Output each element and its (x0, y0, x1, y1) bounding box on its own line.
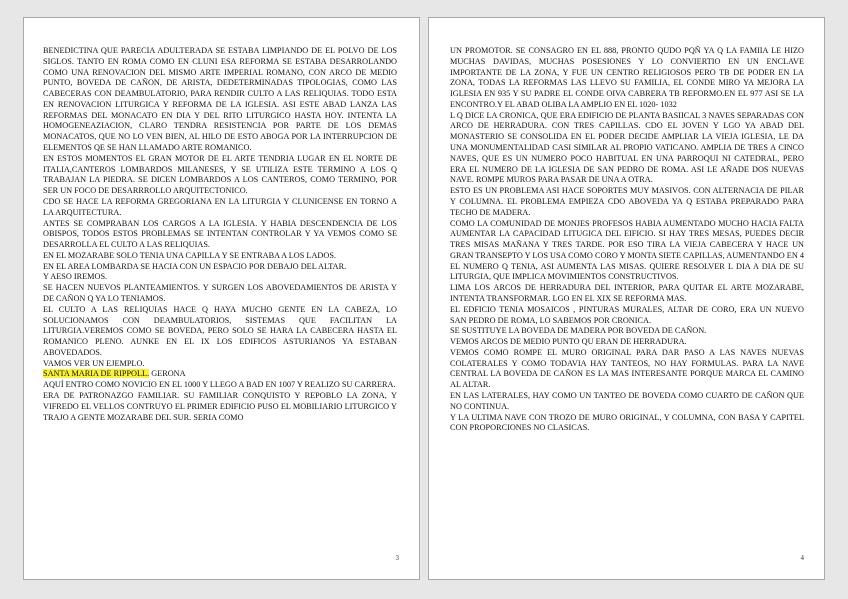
page-3-body (43, 46, 397, 423)
paragraph: EN EL AREA LOMBARDA SE HACIA CON UN ESPACIO POR DEBAJO DEL ALTAR. (43, 261, 347, 271)
paragraph: AQUÍ ENTRO COMO NOVICIO EN EL 1000 Y LLEGO A BAD EN 1007 Y REALIZO SU CARRERA. (43, 380, 396, 390)
paragraph: UN PROMOTOR. SE CONSAGRO EN EL 888, PRONTO QUDO PQÑ YA Q LA FAMIIA LE HIZO MUCHAS DAVIDAS, MUCHAS POSESIONES Y LO CONVIERTIO EN UN ENCLAVE IMPORTANTE DE LA ZONA, Y FUE UN CENTRO RELIGIOSOS PERO TB DE PODER EN LA ZONA, TODAS LA REFORMAS LAS LLEVO SU FAMILIA, EL CONDE MIRO YA MEJORA LA IGLESIA EN 935 Y SU PADRE EL CONDE OIVA CABRERA TB REFORMO.EN EL 977 ASI SE LA ENCONTRO.Y EL ABAD OLIBA LA AMPLIO EN EL 1020- 1032 (450, 46, 804, 109)
paragraph: L Q DICE LA CRONICA, QUE ERA EDIFICIO DE PLANTA BASIICAL 3 NAVES SEPARADAS CON ARCO DE HERRADURA. CON TRES CAPILLAS. CDO EL JOVEN Y LGO YA ABAD DEL MONASTERIO SE CONSOLIDA EN EL PODER DECIDE AMPLIAR LA VIEJA IGLESIA, LE DA UNA MONUMENTALIDAD CASI SIMILAR AL PROPIO VATICANO. AMPLIA DE TRES A CINCO NAVES, QUE ES UN NUMERO POCO HABITUAL EN UNA PARROQUI NI CATEDRAL, PERO ERA EL NUMERO DE LA IGLESIA DE SAN PEDRO DE ROMA. ASI LE AÑADE DOS NUEVAS NAVE. ROMPE MUROS PARA PASAR DE UNA A OTRA. (450, 110, 804, 185)
document-page-3 (23, 17, 420, 580)
document-page-4 (428, 17, 825, 580)
paragraph: EN ESTOS MOMENTOS EL GRAN MOTOR DE EL ARTE TENDRIA LUGAR EN EL NORTE DE ITALIA,CANTEROS LOMBARDOS MILANESES, Y SE UTILIZA ESTE TERMINO A LOS Q TRABAJAN LA PIEDRA. SE DICEN LOMBARDOS A LOS CANTEROS, COMO TERMINO, POR SER UN FOCO DE DESARRROLLO ARQUITECTONICO. (43, 153, 397, 196)
page-4-body (450, 46, 804, 434)
heading-line (43, 369, 397, 380)
paragraph: ESTO ES UN PROBLEMA ASI HACE SOPORTES MUY MASIVOS. CON ALTERNACIA DE PILAR Y COLUMNA. EL PROBLEMA EMPIEZA CDO ABOVEDA YA Q ESTABA PREPARADO PARA TECHO DE MADERA. (450, 186, 804, 217)
page-number: 4 (800, 554, 804, 562)
paragraph: Y LA ULTIMA NAVE CON TROZO DE MURO ORIGINAL, Y COLUMNA, CON BASA Y CAPITEL CON PROPORCIONES NO CLASICAS. (450, 412, 804, 433)
paragraph: VEMOS COMO ROMPE EL MURO ORIGINAL PARA DAR PASO A LAS NAVES NUEVAS COLATERALES Y COMO TODAVIA HAY TANTEOS, NO HAY FORMULAS. PARA LA NAVE CENTRAL LA BOVEDA DE CAÑON ES LA MAS INTERESANTE PORQUE MARCA EL CAMINO AL ALTAR. (450, 347, 804, 390)
paragraph: VEMOS ARCOS DE MEDIO PUNTO QU ERAN DE HERRADURA. (450, 337, 687, 347)
paragraph: LIMA LOS ARCOS DE HERRADURA DEL INTERIOR, PARA QUITAR EL ARTE MOZARABE, INTENTA TRANSFORMAR. LGO EN EL XIX SE REFORMA MAS. (450, 283, 804, 303)
paragraph: EL EDFICIO TENIA MOSAICOS , PINTURAS MURALES, ALTAR DE CORO, ERA UN NUEVO SAN PEDRO DE ROMA, LO SABEMOS POR CRONICA. (450, 304, 804, 325)
paragraph: EN LAS LATERALES, HAY COMO UN TANTEO DE BOVEDA COMO CUARTO DE CAÑON QUE NO CONTINUA. (450, 391, 804, 411)
paragraph: BENEDICTINA QUE PARECIA ADULTERADA SE ESTABA LIMPIANDO DE EL POLVO DE LOS SIGLOS. TANTO EN ROMA COMO EN CLUNI ESA REFORMA SE ESTABA DESARROLANDO COMO UNA RENOVACION DEL MISMO ARTE IMPERIAL ROMANO, CON ARCO DE MEDIO PUNTO, BOVEDA DE CAÑON, DE ARISTA, DEDETERMINADAS TIPOLOGIAS, COMO LAS CABECERAS CON DEAMBULATORIO, PARA RENDIR CULTO A LAS RELIQUIAS. TODO ESTA EN RENOVACION LITURGICA Y REFORMA DE LA IGLESIA. ASI ESTE ABAD LANZA LAS REFORMAS DEL MONACATO EN DIA Y DEL RITO LITURGICO HASTA HOY. INTENTA LA HOMOGENEAZIACION, CLARO TENDRA RESISTENCIA POR PARTE DE LOS DEMAS MONACATOS, QUE NO LO VEN BIEN, AL HILO DE ESTO ABOGA POR LA INTERRUPCION DE ELEMENTOS QE SE HAN LLAMADO ARTE ROMANICO. (43, 46, 397, 153)
paragraph: ERA DE PATRONAZGO FAMILIAR. SU FAMILIAR CONQUISTO Y REPOBLO LA ZONA, Y VIFREDO EL VELLOS CONTRUYO EL PRIMER EDIFICIO PUSO EL MOBILIARIO LITURGICO Y TRAJO A GENTE MOZARABE DEL SUR. SERIA COMO (43, 391, 397, 422)
page-number: 3 (395, 554, 399, 562)
paragraph: EL CULTO A LAS RELIQUIAS HACE Q HAYA MUCHO GENTE EN LA CABEZA, LO SOLUCIONAMOS CON DEAMBULATORIOS, SISTEMAS QUE FACILITAN LA LITURGIA.VEREMOS COMO SE BOVEDA, PERO SOLO SE HARA LA CABECERA HASTA EL ROMANICO PLENO. AUNKE EN EL IX LOS EDIFICOS ASTURIANOS YA ESTABAN ABOVEDADOS. (43, 304, 397, 357)
paragraph: EN EL MOZARABE SOLO TENIA UNA CAPILLA Y SE ENTRABA A LOS LADOS. (43, 250, 336, 260)
highlighted-heading: SANTA MARIA DE RIPPOLL. (43, 369, 150, 379)
paragraph: SE HACEN NUEVOS PLANTEAMIENTOS. Y SURGEN LOS ABOVEDAMIENTOS DE ARISTA Y DE CAÑON Q YA LO TENIAMOS. (43, 283, 397, 303)
paragraph: Y AESO IREMOS. (43, 272, 108, 282)
paragraph: SE SUSTITUYE LA BOVEDA DE MADERA POR BOVEDA DE CAÑON. (450, 326, 707, 336)
heading-suffix: GERONA (149, 369, 186, 379)
paragraph: CDO SE HACE LA REFORMA GREGORIANA EN LA LITURGIA Y CLUNICENSE EN TORNO A LA ARQUITECTURA. (43, 196, 397, 217)
paragraph: VAMOS VER UN EJEMPLO. (43, 358, 145, 368)
paragraph: ANTES SE COMPRABAN LOS CARGOS A LA IGLESIA. Y HABIA DESCENDENCIA DE LOS OBISPOS, TODOS ESTOS PROBLEMAS SE INTENTAN CONTROLAR Y YA VEMOS COMO SE DESARROLLA EL CULTO A LAS RELIQUIAS. (43, 218, 397, 250)
paragraph: COMO LA COMUNIDAD DE MONJES PROFESOS HABIA AUMENTADO MUCHO HACIA FALTA AUMENTAR LA CAPACIDAD LITUGICA DEL EIFICIO. SI HAY TRES MESAS, PUEDES DECIR TRES MISAS MAÑANA Y TRES TARDE. POR ESO TIRA LA VIEJA CABECERA Y HACE UN GRAN TRANSEPTO Y LOS USA COMO CORO Y MONTA SIETE CAPILLAS, AUMENTANDO EN 4 EL NUMERO Q TENIA, ASI AUMENTA LAS MISAS. QUIERE RESOLVER L DIA A DIA DE SU LITURGIA, QUE IMPLICA MOVIMIENTOS CONSTRUCTIVOS. (450, 218, 804, 282)
